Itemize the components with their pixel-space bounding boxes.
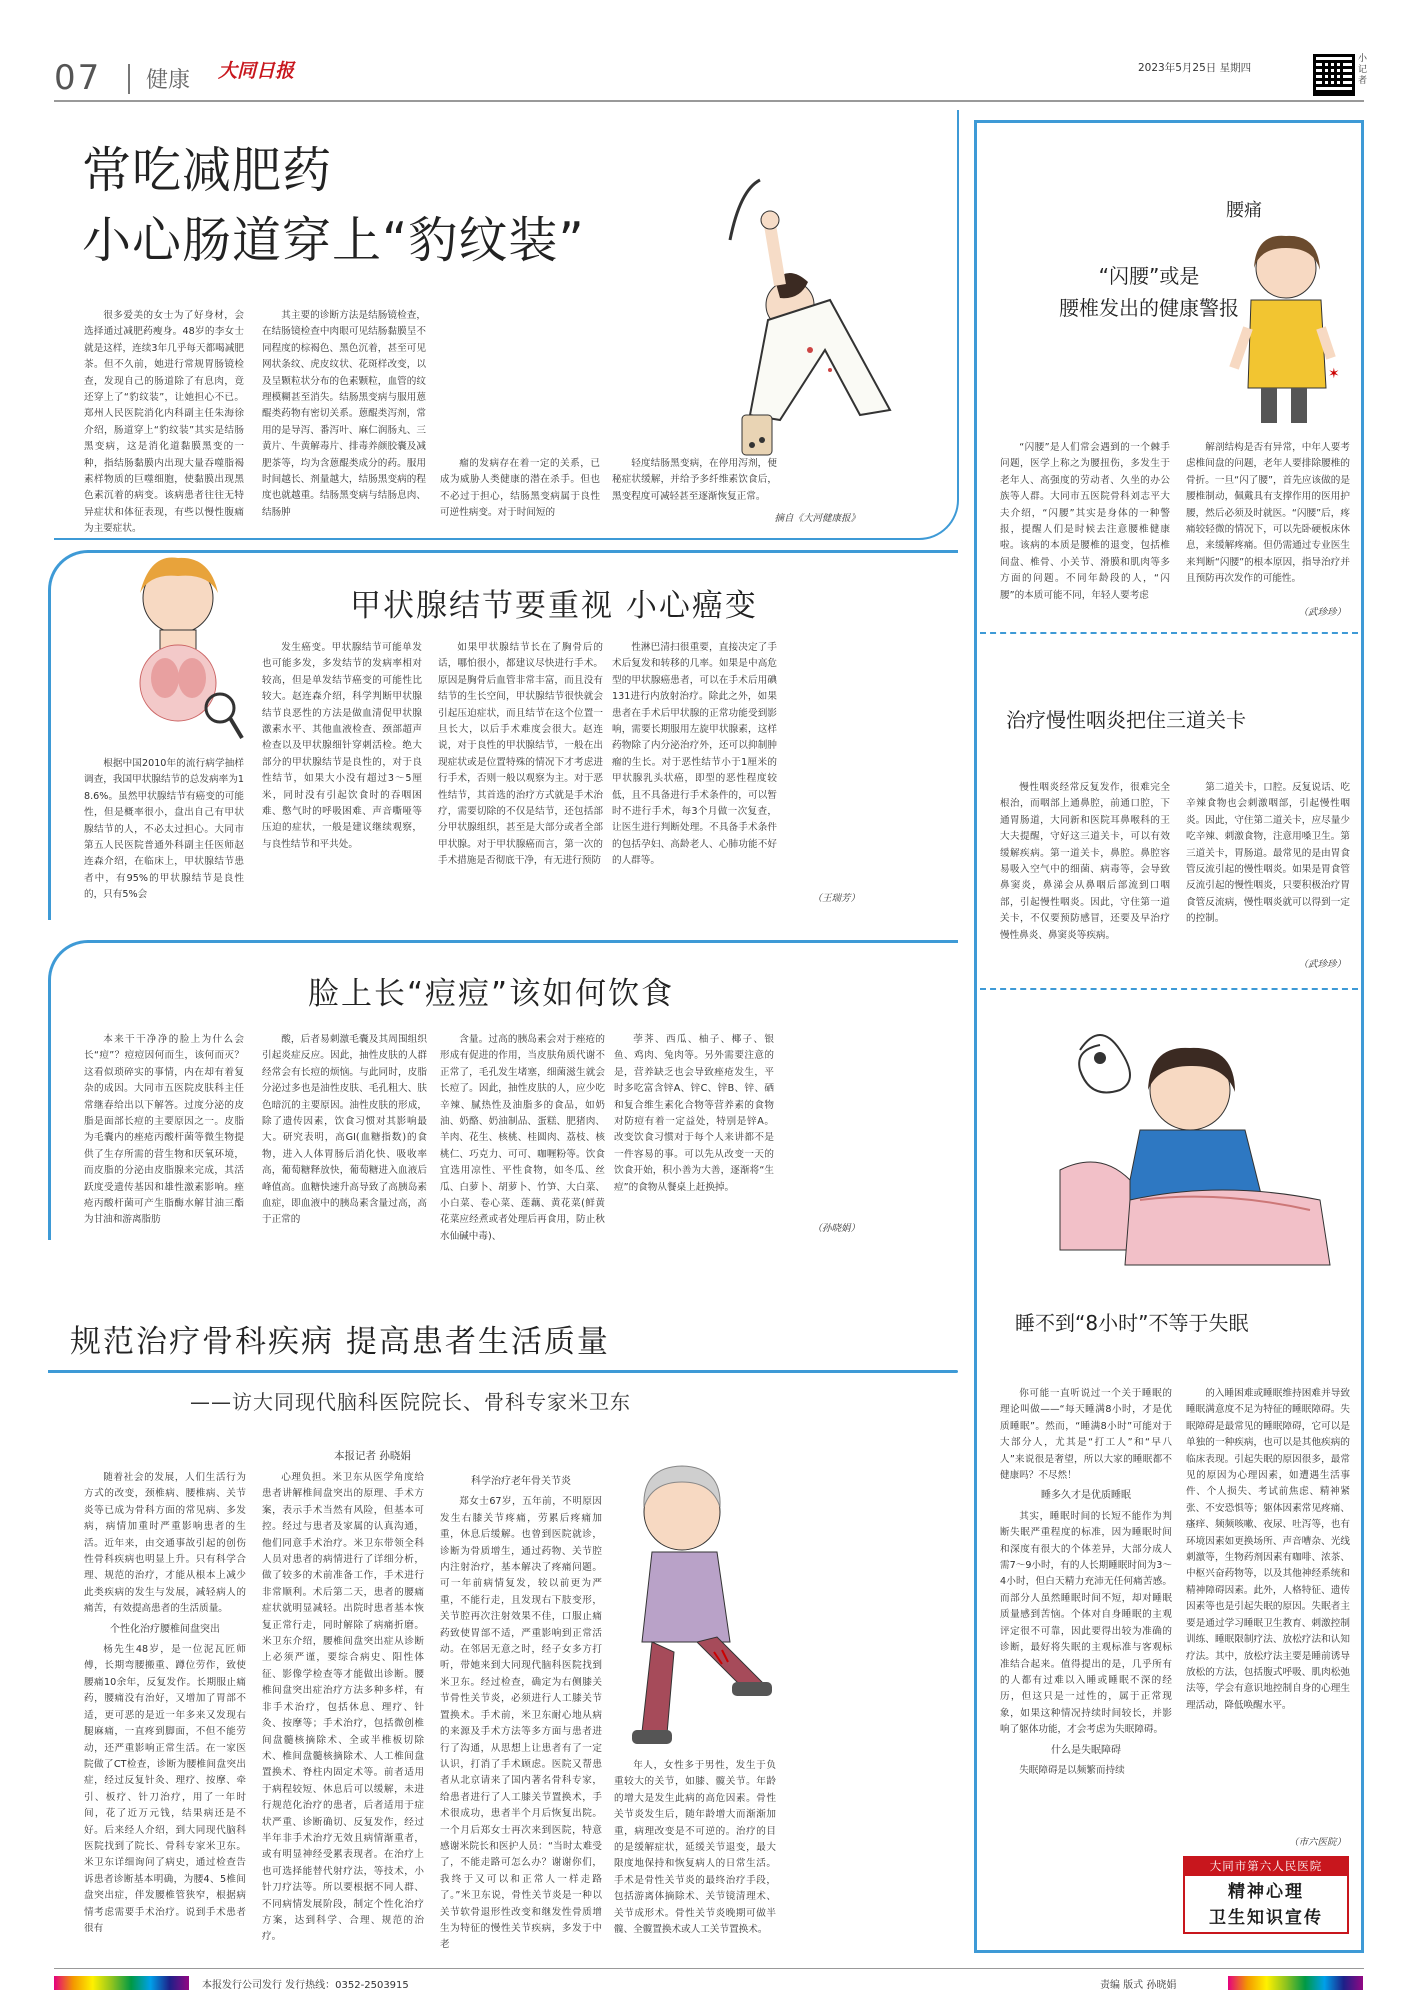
- article-ortho-col-4: 年人，女性多于男性，发生于负重较大的关节，如膝、髋关节。年龄的增大是发生此病的高危因素。骨性关节炎发生后，随年龄增大而渐渐加重，病理改变是不可逆的。治疗的目的是缓解症状，延缓关节退变，最大限度地保持和恢复病人的日常生活。手术是骨性关节炎的最终治疗手段，包括游离体摘除术、关节镜清理术、关节成形术。骨性关节炎晚期可做半髋、全髋置换术或人工关节置换术。: [614, 1760, 776, 1936]
- article-insomnia-subhead-2: 什么是失眠障碍: [1051, 1744, 1121, 1756]
- article-insomnia-title: 睡不到“8小时”不等于失眠: [1015, 1311, 1249, 1335]
- title-line-1: 常吃减肥药: [82, 142, 333, 199]
- article-diet-pills-col-2: 其主要的诊断方法是结肠镜检查，在结肠镜检查中肉眼可见结肠黏膜呈不同程度的棕褐色、黑色沉着，甚至可见网状条纹、虎皮纹状、花斑样改变，以及呈颗粒状分布的色素颗粒，血管的纹理模糊甚至消失。结肠黑变病与服用蒽醌类药物有密切关系。蒽醌类泻剂，常用的是导泻、番泻叶、麻仁润肠丸、三黄片、牛黄解毒片、排毒养颜胶囊及减肥茶等，均为含蒽醌类成分的药。服用时间越长、剂量越大，结肠黑变病的程度也就越重。结肠黑变病与结肠息肉、结肠肿: [262, 310, 426, 518]
- article-insomnia-col-2: 的入睡困难或睡眠维持困难并导致睡眠满意度不足为特征的睡眠障碍。失眠障碍是最常见的睡眠障碍，它可以是单独的一种疾病，也可以是其他疾病的临床表现。引起失眠的原因很多，最常见的原因为心理因素，如遭遇生活事件、个人损失、考试前焦虑、精神紧张、不安恐惧等；躯体因素常见疼痛、瘙痒、频频咳嗽、夜尿、吐泻等，也有环境因素如更换场所、声音嘈杂、光线刺激等，生物药剂因素有咖啡、浓茶、中枢兴奋药物等，以及其他神经系统和精神障碍因素。此外，人格特征、遗传因素等也是引起失眠的原因。失眠者主要是通过学习睡眠卫生教育、刺激控制训练、睡眠限制疗法、放松疗法和认知疗法。其中，放松疗法主要是睡前诱导放松的方法，包括腹式呼吸、肌肉松弛法等，学会有意识地控制自身的心理生理活动，降低唤醒水平。: [1186, 1388, 1350, 1711]
- article-ortho-col-3: 科学治疗老年骨关节炎 郑女士67岁，五年前，不明原因发生右膝关节疼痛，劳累后疼痛加重，休息后缓解。也曾到医院就诊，诊断为骨质增生，通过药物、关节腔内注射治疗，基本解决了疼痛问题。可一年前病情复发，较以前更为严重，不能行走，且发现右下肢变形，关节腔再次注射效果不佳，口服止痛药致使胃部不适，严重影响到正常活动。在邻居无意之时，经子女多方打听，带她来到大同现代脑科医院找到米卫东。经过检查，确定为右侧膝关节骨性关节炎，必须进行人工膝关节置换术。手术前，米卫东耐心地从病的来源及手术方法等多方面与患者进行了沟通，从思想上让患者有了一定认识，打消了手术顾虑。医院又帮患者从北京请来了国内著名骨科专家，给患者进行了人工膝关节置换术，手术很成功，患者半个月后恢复出院。一个月后郑女士再次来到医院，特意感谢米院长和医护人员：“当时太难受了，不能走路可怎么办？谢谢你们，我终于又可以和正常人一样走路了。”米卫东说，骨性关节炎是一种以关节软骨退形性改变和继发性骨质增生为特征的慢性关节疾病，多发于中老: [440, 1476, 602, 1951]
- article-acne-col-1: 本来干干净净的脸上为什么会长“痘”？痘痘因何而生，该何而灭？这看似琐碎实的事情，内在却有着复杂的成因。大同市五医院皮肤科主任常继春给出以下解答。过度分泌的皮脂是面部长痘的主要原因之一。皮脂为毛囊内的痤疮丙酸杆菌等微生物提供了生存所需的营生物和厌氧环境，而皮脂的分泌由皮脂腺来完成，其活跃度受遗传基因和雄性激素影响。痤疮丙酸杆菌可产生脂酶水解甘油三酯为甘油和游离脂肪: [84, 1034, 244, 1226]
- article-ortho-subhead-1: 个性化治疗腰椎间盘突出: [110, 1623, 220, 1635]
- article-ortho-author: 本报记者 孙晓娟: [334, 1450, 411, 1462]
- article-ortho-subhead-2: 科学治疗老年骨关节炎: [471, 1476, 571, 1487]
- article-acne-col-3: 含量。过高的胰岛素会对于痤疮的形成有促进的作用，当皮肤角质代谢不正常了，毛孔发生堵塞，细菌滋生就会长痘了。因此，抽性皮肤的人，应少吃辛辣、腻热性及油脂多的食品，如奶油、奶酪、奶油制品、蛋糕、肥猪肉、羊肉、花生、核桃、桂圆肉、荔枝、核桃仁、巧克力、可可、咖喱粉等。饮食宜选用凉性、平性食物，如冬瓜、丝瓜、白萝卜、胡萝卜、竹笋、大白菜、小白菜、卷心菜、莲藕、黄花菜(鲜黄花菜应经煮或者处理后再食用，防止秋水仙碱中毒)、: [440, 1034, 605, 1242]
- article-insomnia-col-1: 你可能一直听说过一个关于睡眠的理论叫做——“每天睡满8小时，才是优质睡眠”。然而，“睡满8小时”可能对于大部分人，尤其是“打工人”和“早八人”来说很是奢望，所以大家的睡眠都不健康吗？不尽然！ 睡多久才是优质睡眠 其实，睡眠时间的长短不能作为判断失眠严重程度的标准，因为睡眠时间和深度有很大的个体差异，大部分成人需7～9小时，有的人长期睡眠时间为3～4小时，但白天精力充沛无任何痛苦感。而部分人虽然睡眠时间不短，却对睡眠质量感到苦恼。个体对自身睡眠的主观评定很不可靠，因此要得出较为准确的诊断，最好将失眠的主观标准与客观标准结合起来。值得提出的是，几乎所有的人都有过难以入睡或睡眠不深的经历，但这只是一过性的，属于正常现象，如果这种情况持续时间较长，并影响了躯体功能，才会考虑为失眠障碍。 什么是失眠障碍 失眠障碍是以频繁而持续: [1000, 1388, 1172, 1776]
- article-acne-col-4: 荸荠、西瓜、柚子、椰子、银鱼、鸡肉、兔肉等。另外需要注意的是，营养缺乏也会导致痤疮发生，平时多吃富含锌A、锌C、锌B、锌、硒和复合维生素化合物等营养素的食物对防痘有着一定益处，特别是锌A。改变饮食习惯对于每个人来讲都不是一件容易的事。可以先从改变一天的饮食开始，积小善为大善，逐渐将“生痘”的食物从餐桌上赶换掉。: [614, 1034, 774, 1193]
- article-diet-pills-col-4: 轻度结肠黑变病，在停用泻剂，便秘症状缓解，并给予多纤维素饮食后，黑变程度可减轻甚至逐渐恢复正常。: [612, 458, 777, 502]
- article-back-sprain-col-2: 解剖结构是否有异常，中年人要考虑椎间盘的问题，老年人要排除腰椎的骨折。一旦“闪了腰”，首先应该做的是腰椎制动，佩戴具有支撑作用的医用护腰，然后必须及时就医。“闪腰”后，疼痛较轻微的情况下，可以先卧硬板床休息，来缓解疼痛。但仍需通过专业医生来判断“闪腰”的根本原因，指导治疗并且预防再次发作的可能性。: [1186, 442, 1350, 585]
- stamp-body: [1183, 1876, 1349, 1934]
- article-diet-pills-byline: 摘自《大河健康报》: [774, 513, 860, 524]
- masthead-rule: [54, 100, 1364, 102]
- article-back-sprain-title: [1044, 260, 1254, 324]
- thyroid-illustration: [110, 548, 245, 748]
- article-diet-pills-col-1: 很多爱美的女士为了好身材，会选择通过减肥药瘦身。48岁的李女士就是这样，连续3年几乎每天都喝减肥茶。但不久前，她进行常规胃肠镜检查，发现自己的肠道除了有息肉，竟还穿上了“豹纹装”，让她担心不已。郑州人民医院消化内科副主任朱海徐介绍，肠道穿上“豹纹装”其实是结肠黑变病，这是消化道黏膜黑变的一种，指结肠黏膜内出现大量吞噬脂褐素样物质的巨噬细胞，使黏膜出现黑色素沉着的病变。该病患者往往无特异症状和体征表现，有些以慢性腹痛为主要症状。: [84, 310, 244, 535]
- page-number-divider: [128, 64, 130, 94]
- speech-bubble-label: 腰痛: [1226, 200, 1262, 221]
- article-acne-byline: （孙晓娟）: [812, 1223, 860, 1234]
- stamp-line-1: 精神心理: [1228, 1882, 1304, 1902]
- article-thyroid-col-4: 性淋巴清扫很重要，直接决定了手术后复发和转移的几率。如果是中高危型的甲状腺癌患者，可以在手术后用碘131进行内放射治疗。除此之外，如果患者在手术后甲状腺的正常功能受到影响，需要长期服用左旋甲状腺素，这样药物除了内分泌治疗外，还可以抑制肿瘤的生长。对于恶性结节小于1厘米的甲状腺乳头状癌，即型的恶性程度较低，且不具备进行手术条件的，可以暂时不进行手术，每3个月做一次复查，让医生进行判断处理。不具备手术条件的包括孕妇、高龄老人、心肺功能不好的人群等。: [612, 642, 777, 867]
- page-number: 07: [54, 58, 102, 98]
- title-line-2: 小心肠道穿上“豹纹装”: [82, 212, 585, 269]
- footer-color-bar-right: [1228, 1976, 1363, 1990]
- article-ortho-col-1: 随着社会的发展，人们生活行为方式的改变，颈椎病、腰椎病、关节炎等已成为骨科方面的常见病、多发病，病情加重时严重影响患者的生活。近年来，由交通事故引起的创伤性骨科疾病也明显上升。只有科学合理、规范的治疗，才能从根本上减少此类疾病的发生与发展，减轻病人的痛苦，有效提高患者的生活质量。 个性化治疗腰椎间盘突出 杨先生48岁，是一位泥瓦匠师傅，长期弯腰搬重、蹲位劳作，致使腰痛10余年，反复发作。长期服止痛药，腰痛没有治好，又增加了胃部不适，更可恶的是近一年多来又发现右腿麻痛，一直疼到脚面，不但不能劳动，还严重影响正常生活。在一家医院做了CT检查，诊断为腰椎间盘突出症，经过反复针灸、理疗、按摩、牵引、板疗、针刀治疗，用了一年时间，花了近万元钱，结果病还是不好。后来经人介绍，到大同现代脑科医院找到了院长、骨科专家米卫东。米卫东详细询问了病史，通过检查告诉患者诊断基本明确，为腰4、5椎间盘突出症，伴发腰椎管狭窄，根据病情考虑需要手术治疗。说到手术患者很有: [84, 1472, 246, 1934]
- article-thyroid-col-3: 如果甲状腺结节长在了胸骨后的话，哪怕很小，都建议尽快进行手术。原因是胸骨后血管非常丰富，而且没有结节的生长空间，甲状腺结节很快就会引起压迫症状，而且结节在这个位置一旦长大，以后手术难度会很大。赵连说，对于良性的甲状腺结节，一般在出现症状或是位置特殊的情况下才考虑进行手术，否则一般以观察为主。对于恶性结节，其首选的治疗方式就是手术治疗，需要切除的不仅是结节，还包括部分甲状腺组织，甚至是大部分或者全部甲状腺。对于甲状腺癌而言，第一次的手术措施是否彻底干净，有无进行预防: [438, 642, 603, 867]
- article-thyroid-col-2: 发生癌变。甲状腺结节可能单发也可能多发，多发结节的发病率相对较高，但是单发结节癌变的可能性比较大。赵连森介绍，科学判断甲状腺结节良恶性的方法是做血清促甲状腺激素水平、其他血液检查、颈部超声检查以及甲状腺细针穿刺活检。绝大部分的甲状腺结节是良性的，对于良性结节，如果大小没有超过3～5厘米，同时没有引起饮食时的吞咽困难、憋气时的呼吸困难、声音嘶哑等压迫的症状，一般是建议继续观察，与良性结节和平共处。: [262, 642, 422, 850]
- footer-color-bar-left: [54, 1976, 189, 1990]
- back-pain-woman-illustration: [1226, 228, 1346, 428]
- article-ortho-subtitle: ——访大同现代脑科医院院长、骨科专家米卫东: [190, 1390, 631, 1414]
- qr-code-icon: [1313, 54, 1355, 96]
- elderly-woman-knee-pain-illustration: [612, 1452, 780, 1752]
- article-ortho-col-2: 心理负担。米卫东从医学角度给患者讲解椎间盘突出的原理、手术方案，表示手术当然有风险，但基本可控。经过与患者及家属的认真沟通，他们同意手术治疗。米卫东带领全科人员对患者的病情进行了详细分析，做了较多的术前准备工作，手术进行非常顺利。术后第二天，患者的腰痛症状就明显减轻。出院时患者基本恢复正常行走，同时解除了病痛折磨。米卫东介绍，腰椎间盘突出症从诊断上必须严谨，要综合病史、阳性体征、影像学检查等才能做出诊断。腰椎间盘突出症治疗方法多种多样，有非手术治疗，包括休息、理疗、针灸、按摩等；手术治疗，包括微创椎间盘髓核摘除术、全或半椎板切除术、椎间盘髓核摘除术、人工椎间盘置换术、脊柱内固定术等。前者适用于病程较短、休息后可以缓解，未进行规范化治疗的患者，后者适用于症状严重、诊断确切、反复发作，经过半年非手术治疗无效且病情渐重者，或有明显神经受累表现者。在治疗上也可选择能替代射疗法，等技术，小针刀疗法等。所以要根据不同人群、不同病情发展阶段，制定个性化治疗方案，达到科学、合理、规范的治疗。: [262, 1472, 424, 1943]
- stamp-line-2: 卫生知识宣传: [1209, 1908, 1323, 1928]
- issue-date: 2023年5月25日 星期四: [1138, 62, 1252, 74]
- article-back-sprain-col-1: “闪腰”是人们常会遇到的一个棘手问题，医学上称之为腰扭伤，多发生于老年人、高强度的劳动者、久坐的办公族等人群。大同市五医院骨科刘志平大夫介绍，“闪腰”其实是身体的一种警报，提醒人们是时候去注意腰椎健康啦。该病的本质是腰椎的退变，包括椎间盘、椎骨、小关节、滑膜和肌肉等多方面的问题。不同年龄段的人，“闪腰”的本质可能不同，年轻人要考虑: [1000, 442, 1170, 601]
- title-line-2: 腰椎发出的健康警报: [1059, 296, 1239, 320]
- article-insomnia-byline: （市六医院）: [1288, 1837, 1346, 1848]
- title-line-1: “闪腰”或是: [1098, 264, 1200, 288]
- qr-caption: 小记者: [1358, 54, 1368, 86]
- article-diet-pills-title: [82, 136, 585, 276]
- insomnia-person-illustration: [1040, 1000, 1340, 1270]
- svg-text:✶: ✶: [1328, 366, 1340, 382]
- footer-publisher-info: 本报发行公司发行 发行热线：0352-2503915: [202, 1980, 409, 1991]
- article-acne-title: 脸上长“痘痘”该如何饮食: [308, 976, 675, 1012]
- footer-editor-credits: 责编 版式 孙晓娟: [1100, 1980, 1177, 1991]
- article-pharyngitis-col-1: 慢性咽炎经常反复发作，很难完全根治，而咽部上通鼻腔，前通口腔，下通胃肠道，大同新和医院耳鼻喉科的王大夫提醒，守好这三道关卡，可以有效缓解疾病。第一道关卡，鼻腔。鼻腔容易吸入空气中的细菌、病毒等，会导致鼻窦炎，鼻涕会从鼻咽后部流到口咽部，引起慢性咽炎。因此，守住第一道关卡，不仅要预防感冒，还要及早治疗慢性鼻炎、鼻窦炎等疾病。: [1000, 782, 1170, 941]
- article-ortho-title: 规范治疗骨科疾病 提高患者生活质量: [70, 1324, 610, 1360]
- article-acne-col-2: 酸，后者易刺激毛囊及其周围组织引起炎症反应。因此，抽性皮肤的人群经常会有长痘的烦恼。与此同时，皮脂分泌过多也是油性皮肤、毛孔粗大、肤色暗沉的主要原因。油性皮肤的形成，除了遗传因素，饮食习惯对其影响最大。研究表明，高GI(血糖指数)的食物，进入人体胃肠后消化快、吸收率高，葡萄糖释放快，葡萄糖进入血液后峰值高。血糖快速升高导致了高胰岛素血症，即血液中的胰岛素含量过高，高于正常的: [262, 1034, 427, 1226]
- divider: [980, 988, 1358, 990]
- hospital-promo-stamp: [1183, 1856, 1349, 1936]
- article-thyroid-title: 甲状腺结节要重视 小心癌变: [350, 588, 758, 624]
- newspaper-logo: 大同日报: [218, 60, 295, 82]
- article-pharyngitis-title: 治疗慢性咽炎把住三道关卡: [1006, 708, 1246, 732]
- stamp-header: 大同市第六人民医院: [1183, 1856, 1349, 1876]
- yoga-woman-illustration: [680, 170, 925, 470]
- article-diet-pills-col-3: 瘤的发病存在着一定的关系，已成为威胁人类健康的潜在杀手。但也不必过于担心，结肠黑变病属于良性可逆性病变。对于时间短的: [440, 458, 600, 519]
- article-ortho-title-rule: [48, 1370, 958, 1373]
- section-name: 健康: [146, 68, 191, 93]
- divider: [980, 632, 1358, 634]
- article-thyroid-col-1: 根据中国2010年的流行病学抽样调查，我国甲状腺结节的总发病率为18.6%。虽然甲状腺结节有癌变的可能性，但是概率很小，盘出自己有甲状腺结节的人，不必太过担心。大同市第五人民医院普通外科副主任医师赵连森介绍，在临床上，甲状腺结节患者中，有95%的甲状腺结节是良性的，只有5%会: [84, 758, 244, 901]
- article-pharyngitis-col-2: 第二道关卡，口腔。反复说话、吃辛辣食物也会刺激咽部，引起慢性咽炎。因此，守住第二道关卡，应尽量少吃辛辣、刺激食物，注意用嗓卫生。第三道关卡，胃肠道。最常见的是由胃食管反流引起的慢性咽炎。如果是胃食管反流引起的慢性咽炎，只要积极治疗胃食管反流病，慢性咽炎就可以得到一定的控制。: [1186, 782, 1350, 925]
- article-back-sprain-byline: （武珍珍）: [1298, 607, 1346, 618]
- footer-rule: [54, 1968, 1364, 1969]
- article-thyroid-byline: （王瑞芳）: [812, 893, 860, 904]
- article-pharyngitis-byline: （武珍珍）: [1298, 959, 1346, 970]
- article-insomnia-subhead-1: 睡多久才是优质睡眠: [1041, 1490, 1131, 1502]
